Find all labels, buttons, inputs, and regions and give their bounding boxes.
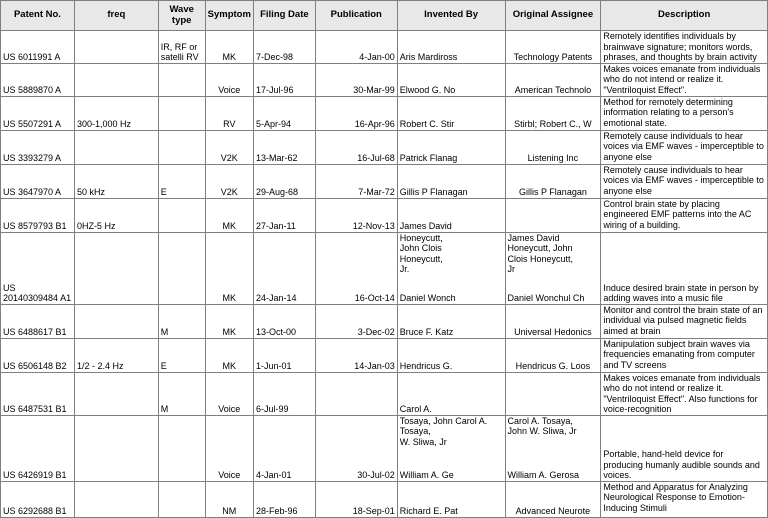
cell-original-assignee [505, 232, 601, 304]
header-description: Description [601, 1, 768, 31]
cell-original-assignee [505, 198, 601, 232]
cell-invented-by: Elwood G. No [397, 63, 505, 96]
table-row [1, 232, 768, 304]
cell-original-assignee: Advanced Neurote [505, 481, 601, 517]
cell-filing-date: 6-Jul-99 [253, 372, 315, 415]
assignee-extra: Carol A. Tosaya, John W. Sliwa, Jr [507, 415, 577, 436]
cell-freq: 0HZ-5 Hz [74, 198, 158, 232]
cell-wave-type: IR, RF or satelli RV [158, 31, 205, 64]
cell-freq [74, 63, 158, 96]
cell-symptom: MK [205, 31, 253, 64]
cell-filing-date: 13-Oct-00 [253, 304, 315, 338]
cell-wave-type: M [158, 372, 205, 415]
inventor-name: Daniel Wonch [399, 293, 456, 303]
cell-wave-type [158, 481, 205, 517]
cell-publication: 18-Sep-01 [315, 481, 397, 517]
cell-filing-date: 7-Dec-98 [253, 31, 315, 64]
inventor-extra: Honeycutt, John Clois Honeycutt, Jr. [399, 232, 443, 274]
cell-invented-by: Carol A. [397, 372, 505, 415]
cell-patent-no: US 6487531 B1 [1, 372, 75, 415]
cell-original-assignee: Listening Inc [505, 130, 601, 164]
table-row [1, 31, 768, 64]
cell-wave-type: E [158, 164, 205, 198]
cell-original-assignee [505, 372, 601, 415]
cell-freq [74, 31, 158, 64]
cell-publication: 16-Oct-14 [315, 232, 397, 304]
cell-wave-type [158, 63, 205, 96]
cell-original-assignee: Universal Hedonics [505, 304, 601, 338]
cell-filing-date: 29-Aug-68 [253, 164, 315, 198]
cell-filing-date: 17-Jul-96 [253, 63, 315, 96]
cell-description: Remotely cause individuals to hear voices via EMF waves - imperceptible to anyone else [601, 130, 768, 164]
cell-description: Makes voices emanate from individuals who do not intend or realize it. "Ventriloquist Effect". Also functions for voice-recognition [601, 372, 768, 415]
cell-symptom: MK [205, 232, 253, 304]
cell-patent-no: US 8579793 B1 [1, 198, 75, 232]
cell-wave-type [158, 415, 205, 481]
cell-description: Method and Apparatus for Analyzing Neurological Response to Emotion-Inducing Stimuli [601, 481, 768, 517]
cell-filing-date: 24-Jan-14 [253, 232, 315, 304]
table-row [1, 338, 768, 372]
cell-description: Remotely cause individuals to hear voices via EMF waves - imperceptible to anyone else [601, 164, 768, 198]
cell-patent-no: US 20140309484 A1 [1, 232, 75, 304]
cell-wave-type [158, 96, 205, 130]
header-row [1, 1, 768, 31]
table-row [1, 198, 768, 232]
table-row [1, 130, 768, 164]
cell-filing-date: 5-Apr-94 [253, 96, 315, 130]
cell-publication: 30-Mar-99 [315, 63, 397, 96]
cell-symptom: Voice [205, 372, 253, 415]
cell-description: Makes voices emanate from individuals who do not intend or realize it. "Ventriloquist Effect". [601, 63, 768, 96]
cell-freq: 50 kHz [74, 164, 158, 198]
cell-filing-date: 27-Jan-11 [253, 198, 315, 232]
cell-original-assignee: Technology Patents [505, 31, 601, 64]
cell-patent-no: US 6292688 B1 [1, 481, 75, 517]
cell-publication: 12-Nov-13 [315, 198, 397, 232]
table-row [1, 415, 768, 481]
cell-patent-no: US 3393279 A [1, 130, 75, 164]
cell-description: Induce desired brain state in person by adding waves into a music file [601, 232, 768, 304]
inventor-name: William A. Ge [399, 470, 454, 480]
cell-symptom: MK [205, 338, 253, 372]
header-filing-date: Filing Date [253, 1, 315, 31]
cell-filing-date: 4-Jan-01 [253, 415, 315, 481]
cell-filing-date: 13-Mar-62 [253, 130, 315, 164]
cell-patent-no: US 5507291 A [1, 96, 75, 130]
cell-filing-date: 28-Feb-96 [253, 481, 315, 517]
cell-invented-by [397, 415, 505, 481]
cell-symptom: V2K [205, 130, 253, 164]
cell-description: Control brain state by placing engineered EMF patterns into the AC wiring of a building. [601, 198, 768, 232]
header-original-assignee: Original Assignee [505, 1, 601, 31]
inventor-extra: Tosaya, John Carol A. Tosaya, W. Sliwa, Jr [399, 415, 488, 447]
cell-symptom: MK [205, 198, 253, 232]
header-freq: freq [74, 1, 158, 31]
cell-original-assignee [505, 415, 601, 481]
cell-invented-by: Bruce F. Katz [397, 304, 505, 338]
table-row [1, 63, 768, 96]
cell-description: Portable, hand-held device for producing humanly audible sounds and voices. [601, 415, 768, 481]
cell-patent-no: US 6426919 B1 [1, 415, 75, 481]
cell-publication: 4-Jan-00 [315, 31, 397, 64]
cell-symptom: RV [205, 96, 253, 130]
header-patent-no: Patent No. [1, 1, 75, 31]
assignee-name: William A. Gerosa [507, 470, 580, 480]
cell-publication: 16-Jul-68 [315, 130, 397, 164]
cell-symptom: NM [205, 481, 253, 517]
cell-invented-by: Patrick Flanag [397, 130, 505, 164]
cell-symptom: Voice [205, 415, 253, 481]
cell-wave-type: E [158, 338, 205, 372]
cell-wave-type [158, 232, 205, 304]
table-row [1, 96, 768, 130]
cell-invented-by: Gillis P Flanagan [397, 164, 505, 198]
cell-freq [74, 232, 158, 304]
table-row [1, 481, 768, 517]
cell-original-assignee: Gillis P Flanagan [505, 164, 601, 198]
cell-invented-by: Hendricus G. [397, 338, 505, 372]
cell-freq: 1/2 - 2.4 Hz [74, 338, 158, 372]
cell-wave-type: M [158, 304, 205, 338]
cell-freq [74, 304, 158, 338]
cell-filing-date: 1-Jun-01 [253, 338, 315, 372]
cell-description: Monitor and control the brain state of an individual via pulsed magnetic fields aimed at brain [601, 304, 768, 338]
table-row [1, 304, 768, 338]
cell-invented-by [397, 232, 505, 304]
cell-invented-by: Richard E. Pat [397, 481, 505, 517]
header-publication: Publication [315, 1, 397, 31]
cell-publication: 14-Jan-03 [315, 338, 397, 372]
assignee-name: Daniel Wonchul Ch [507, 293, 585, 303]
cell-publication: 30-Jul-02 [315, 415, 397, 481]
cell-description: Method for remotely determining information relating to a person's emotional state. [601, 96, 768, 130]
cell-freq [74, 130, 158, 164]
cell-invented-by: James David [397, 198, 505, 232]
cell-description: Manipulation subject brain waves via frequencies emanating from computer and TV screens [601, 338, 768, 372]
cell-publication [315, 372, 397, 415]
cell-publication: 16-Apr-96 [315, 96, 397, 130]
cell-publication: 3-Dec-02 [315, 304, 397, 338]
cell-wave-type [158, 130, 205, 164]
cell-freq [74, 415, 158, 481]
assignee-extra: James David Honeycutt, John Clois Honeycutt, Jr [507, 232, 574, 274]
header-wave-type: Wave type [158, 1, 205, 31]
cell-patent-no: US 6011991 A [1, 31, 75, 64]
cell-freq: 300-1,000 Hz [74, 96, 158, 130]
cell-patent-no: US 6506148 B2 [1, 338, 75, 372]
header-symptom: Symptom [205, 1, 253, 31]
cell-invented-by: Robert C. Stir [397, 96, 505, 130]
cell-invented-by: Aris Mardiross [397, 31, 505, 64]
cell-freq [74, 481, 158, 517]
cell-patent-no: US 3647970 A [1, 164, 75, 198]
cell-publication: 7-Mar-72 [315, 164, 397, 198]
cell-patent-no: US 6488617 B1 [1, 304, 75, 338]
cell-original-assignee: American Technolo [505, 63, 601, 96]
cell-patent-no: US 5889870 A [1, 63, 75, 96]
cell-freq [74, 372, 158, 415]
cell-symptom: MK [205, 304, 253, 338]
header-invented-by: Invented By [397, 1, 505, 31]
table-row [1, 372, 768, 415]
cell-symptom: Voice [205, 63, 253, 96]
table-row [1, 164, 768, 198]
cell-original-assignee: Hendricus G. Loos [505, 338, 601, 372]
cell-symptom: V2K [205, 164, 253, 198]
cell-original-assignee: Stirbl; Robert C., W [505, 96, 601, 130]
cell-description: Remotely identifies individuals by brainwave signature; monitors words, phrases, and thoughts by brain activity [601, 31, 768, 64]
cell-wave-type [158, 198, 205, 232]
